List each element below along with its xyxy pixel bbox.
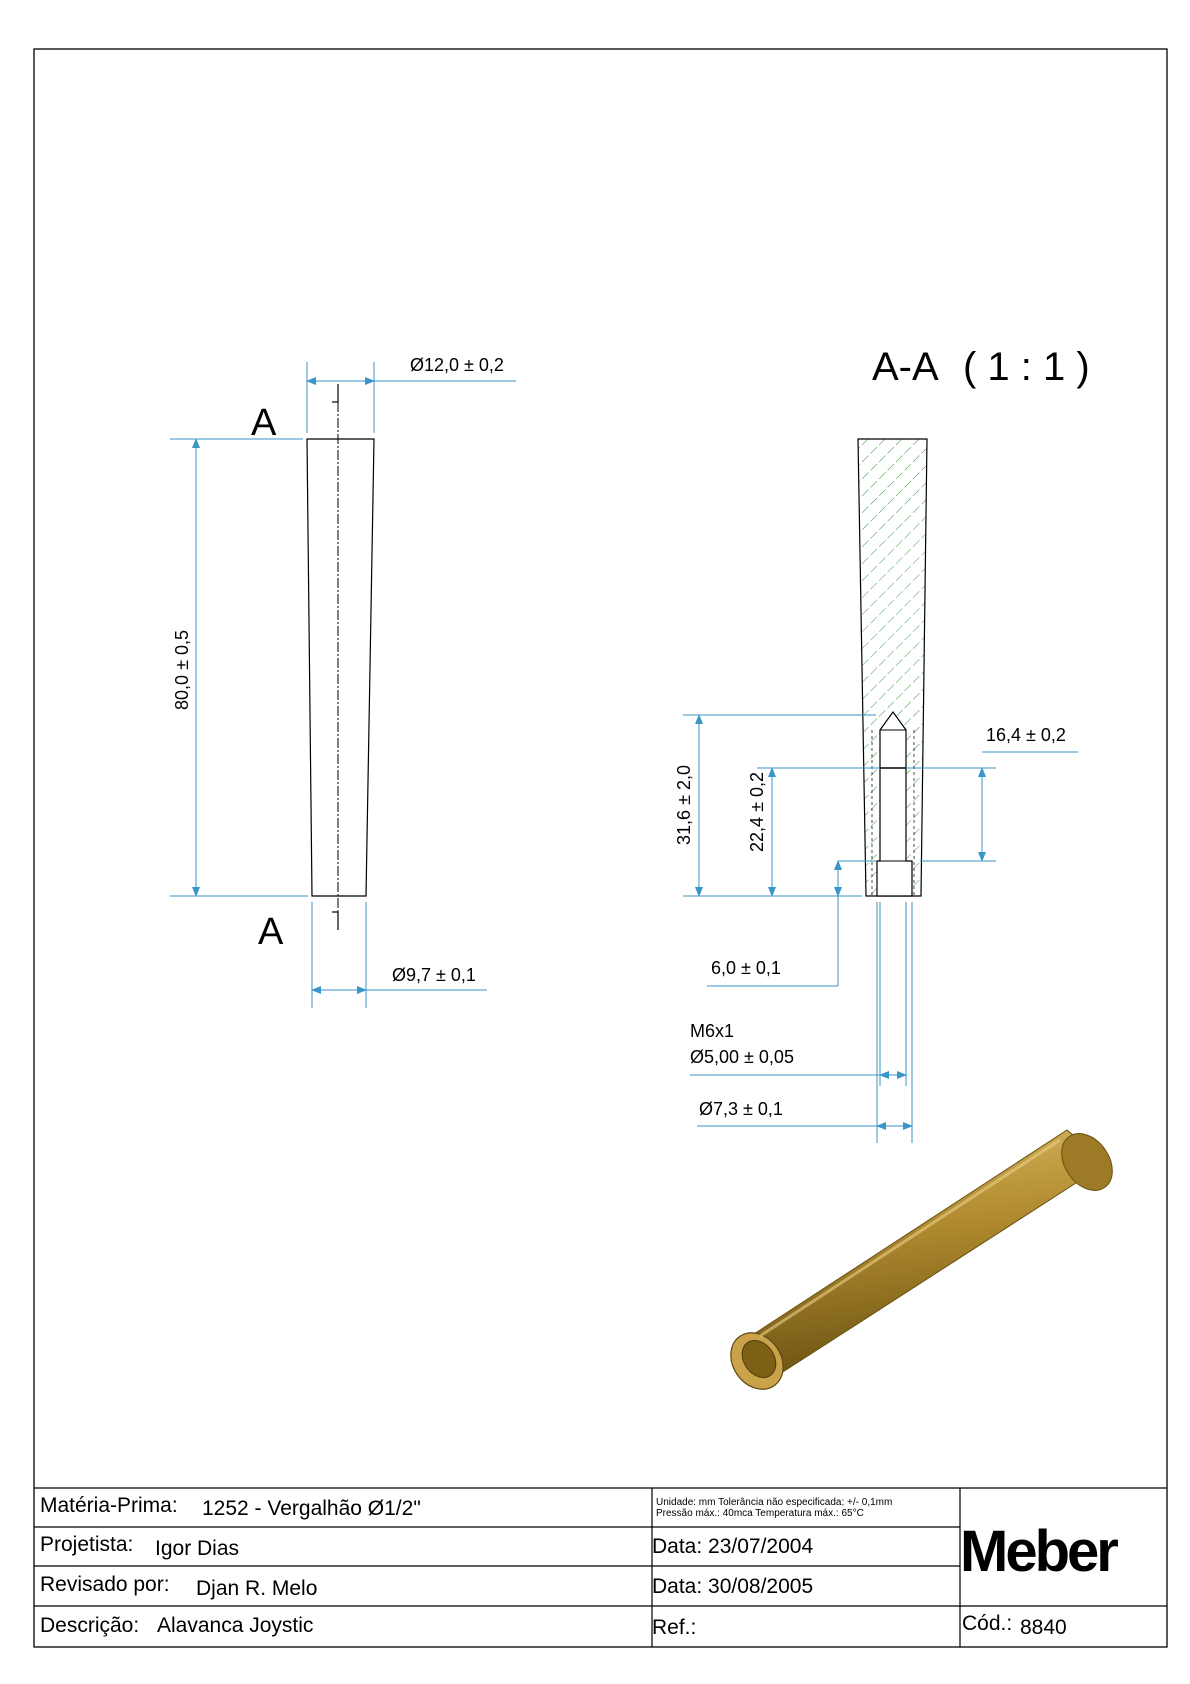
top-diameter-label: Ø12,0 ± 0,2 bbox=[410, 355, 504, 375]
thread-length-label: 16,4 ± 0,2 bbox=[986, 725, 1066, 745]
length-label: 80,0 ± 0,5 bbox=[172, 630, 192, 710]
description-label: Descrição: bbox=[40, 1614, 140, 1637]
bore-depth-label: 31,6 ± 2,0 bbox=[674, 765, 694, 845]
description-value: Alavanca Joystic bbox=[157, 1614, 314, 1637]
section-label-bottom: A bbox=[258, 911, 284, 953]
thread-spec-label: M6x1 bbox=[690, 1021, 735, 1041]
reviewer-label: Revisado por: bbox=[40, 1573, 170, 1596]
section-view-scale: ( 1 : 1 ) bbox=[963, 345, 1090, 389]
code-value: 8840 bbox=[1020, 1616, 1067, 1639]
bottom-diameter-label: Ø9,7 ± 0,1 bbox=[392, 965, 476, 985]
material-value: 1252 - Vergalhão Ø1/2" bbox=[202, 1497, 421, 1520]
thread-diameter-label: Ø5,00 ± 0,05 bbox=[690, 1047, 794, 1067]
section-view bbox=[674, 345, 1090, 1143]
date-designed: Data: 23/07/2004 bbox=[652, 1535, 814, 1558]
designer-label: Projetista: bbox=[40, 1533, 134, 1556]
thread-length-dimension bbox=[906, 752, 1078, 861]
notes-line2: Pressão máx.: 40mca Temperatura máx.: 65°C bbox=[656, 1508, 864, 1519]
section-view-title: A-A bbox=[872, 345, 939, 389]
side-view bbox=[170, 355, 516, 1008]
sheet-border bbox=[34, 49, 1167, 1647]
ref-label: Ref.: bbox=[652, 1616, 697, 1639]
material-label: Matéria-Prima: bbox=[40, 1494, 178, 1517]
code-label: Cód.: bbox=[962, 1612, 1013, 1635]
date-reviewed: Data: 30/08/2005 bbox=[652, 1575, 814, 1598]
thread-depth-dimension bbox=[757, 768, 880, 896]
company-logo: Meber bbox=[960, 1519, 1116, 1584]
thread-depth-label: 22,4 ± 0,2 bbox=[747, 772, 767, 852]
reviewer-value: Djan R. Melo bbox=[196, 1577, 318, 1600]
side-view-outline bbox=[307, 439, 374, 896]
counterbore-diameter-label: Ø7,3 ± 0,1 bbox=[699, 1099, 783, 1119]
bore-depth-dimension bbox=[683, 715, 876, 896]
notes-line1: Unidade: mm Tolerância não especificada: +/- 0,1mm bbox=[656, 1497, 893, 1508]
designer-value: Igor Dias bbox=[155, 1537, 240, 1560]
isometric-view bbox=[720, 1124, 1123, 1399]
section-label-top: A bbox=[251, 402, 277, 444]
counterbore-depth-label: 6,0 ± 0,1 bbox=[711, 958, 781, 978]
